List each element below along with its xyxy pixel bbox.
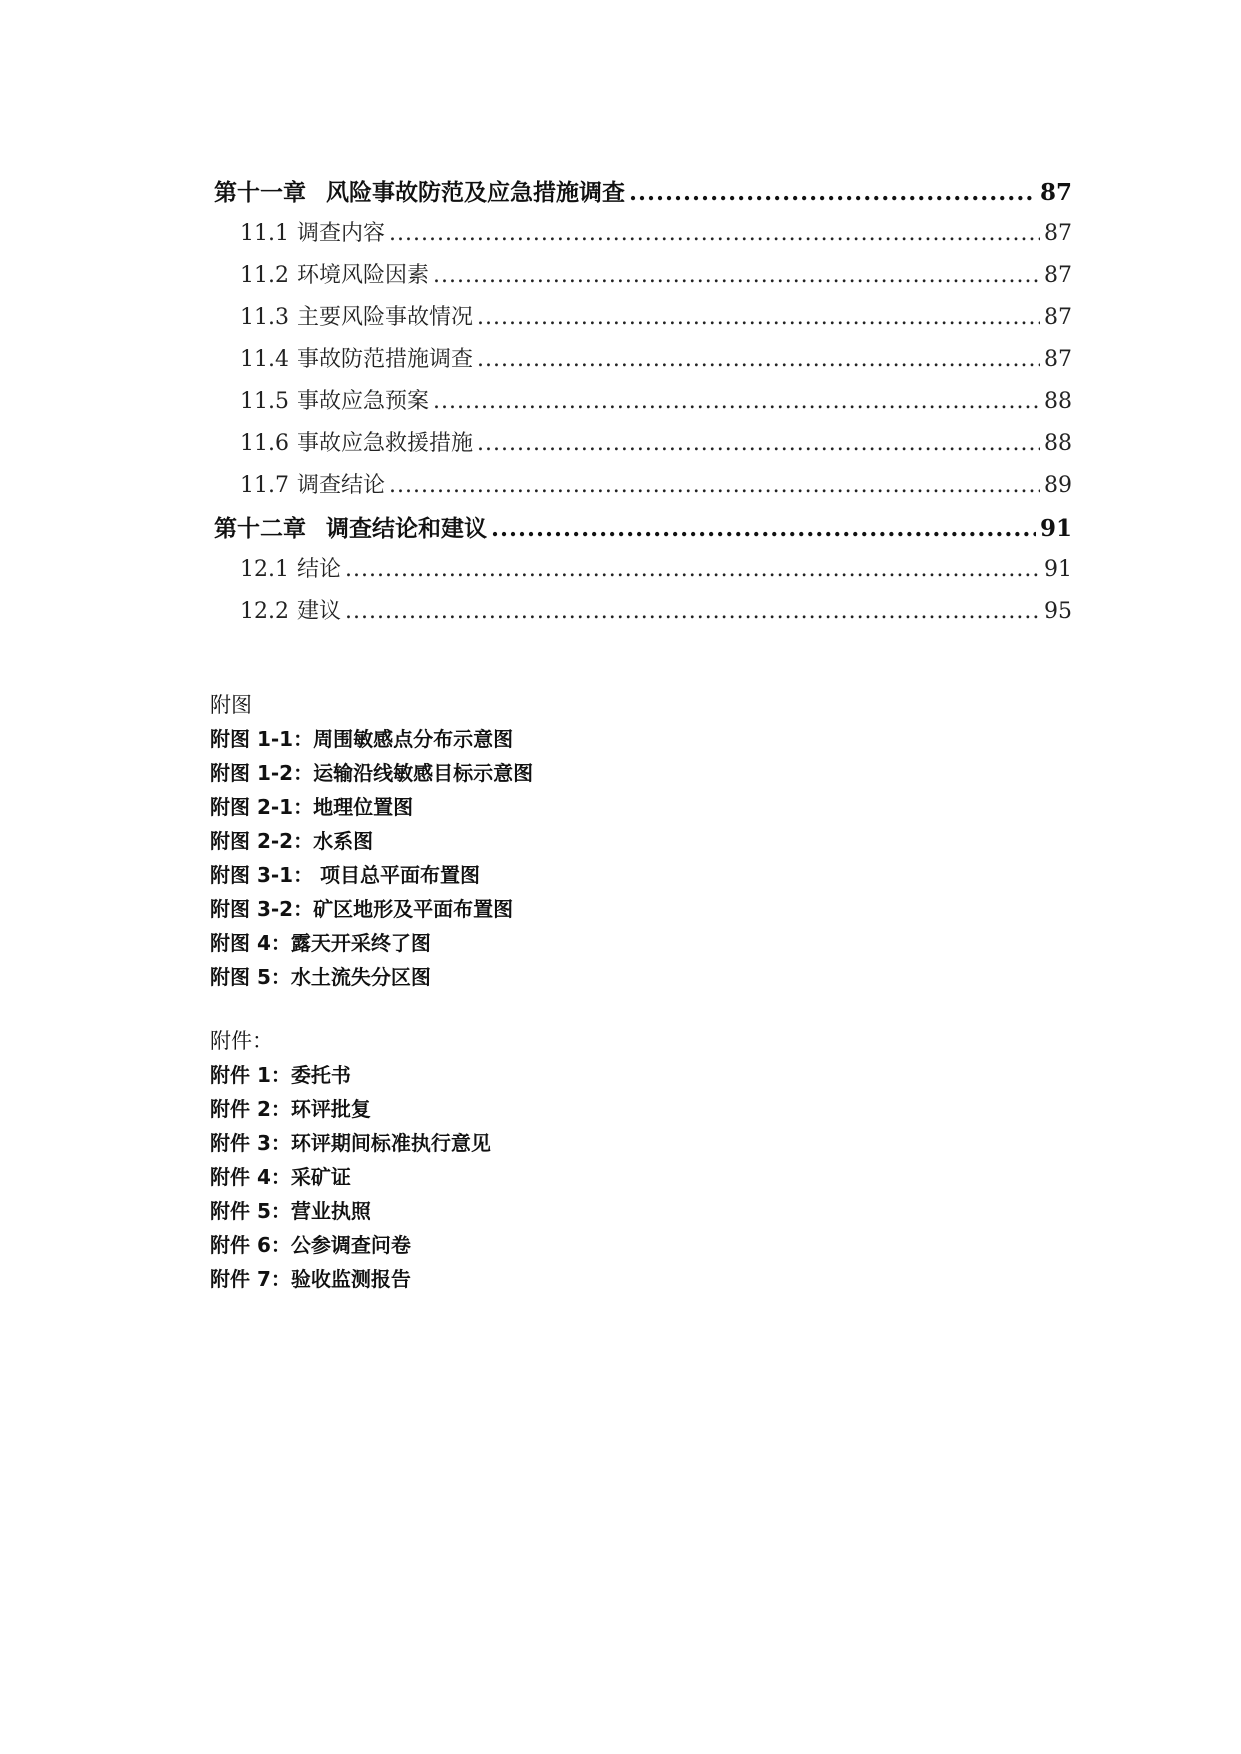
toc-entry-title — [240, 426, 473, 457]
toc-chapter-entry[interactable] — [214, 174, 1072, 216]
figure-item: 附图 3-2：矿区地形及平面布置图 — [210, 897, 514, 921]
toc-page-number: 87 — [1044, 305, 1072, 330]
toc-section-entry[interactable] — [214, 552, 1072, 594]
toc-dot-leader — [477, 305, 1040, 330]
toc-entry-title — [240, 384, 429, 415]
toc-chapter-entry[interactable] — [214, 510, 1072, 552]
toc-dot-leader — [389, 221, 1040, 246]
figure-item: 附图 2-2：水系图 — [210, 829, 374, 853]
attachment-item: 附件 7：验收监测报告 — [210, 1267, 411, 1291]
toc-entry-number: 11.6 — [240, 431, 289, 456]
figure-item: 附图 3-1： 项目总平面布置图 — [210, 863, 481, 887]
attachments-heading: 附件： — [210, 1029, 273, 1053]
toc-page-number: 87 — [1044, 347, 1072, 372]
toc-page-number: 88 — [1044, 431, 1072, 456]
toc-page-number: 87 — [1044, 221, 1072, 246]
toc-entry-number: 第十二章 — [214, 515, 306, 542]
figure-item: 附图 4：露天开采终了图 — [210, 931, 431, 955]
attachment-item: 附件 1：委托书 — [210, 1063, 351, 1087]
toc-section-entry[interactable] — [214, 594, 1072, 636]
toc-entry-number: 11.4 — [240, 347, 289, 372]
toc-dot-leader — [345, 557, 1040, 582]
toc-dot-leader — [433, 389, 1040, 414]
toc-entry-text: 事故应急救援措施 — [296, 431, 473, 456]
toc-dot-leader — [345, 599, 1040, 624]
toc-section-entry[interactable] — [214, 342, 1072, 384]
toc-entry-number: 11.7 — [240, 473, 289, 498]
toc-page-number: 88 — [1044, 389, 1072, 414]
toc-entry-number: 12.1 — [240, 557, 289, 582]
toc-entry-text: 结论 — [296, 557, 341, 582]
attachments-items — [210, 1058, 910, 1296]
toc-entry-text: 事故防范措施调查 — [296, 347, 473, 372]
toc-entry-text: 事故应急预案 — [296, 389, 429, 414]
toc-entry-number: 第十一章 — [214, 179, 306, 206]
toc-entry-number: 12.2 — [240, 599, 289, 624]
figure-item: 附图 5：水土流失分区图 — [210, 965, 431, 989]
attachment-item: 附件 3：环评期间标准执行意见 — [210, 1131, 491, 1155]
figure-item: 附图 2-1：地理位置图 — [210, 795, 414, 819]
toc-section-entry[interactable] — [214, 216, 1072, 258]
toc-entry-text: 主要风险事故情况 — [296, 305, 473, 330]
toc-entry-text: 环境风险因素 — [296, 263, 429, 288]
toc-section-entry[interactable] — [214, 258, 1072, 300]
toc-entry-text: 调查结论和建议 — [326, 515, 487, 542]
toc-section-entry[interactable] — [214, 468, 1072, 510]
figure-item: 附图 1-2：运输沿线敏感目标示意图 — [210, 761, 534, 785]
toc-entry-title — [240, 216, 385, 247]
toc-entry-number: 11.3 — [240, 305, 289, 330]
toc-page-number: 89 — [1044, 473, 1072, 498]
toc-entry-title — [240, 300, 473, 331]
toc-entry-number: 11.1 — [240, 221, 289, 246]
figure-item: 附图 1-1：周围敏感点分布示意图 — [210, 727, 514, 751]
toc-entry-title — [240, 258, 429, 289]
toc-entry-title — [240, 594, 341, 625]
toc-page-number: 91 — [1044, 557, 1072, 582]
toc-dot-leader — [389, 473, 1040, 498]
toc-entry-text: 调查内容 — [296, 221, 385, 246]
toc-entry-title — [240, 552, 341, 583]
toc-page-number: 87 — [1039, 179, 1072, 206]
figures-list — [210, 688, 910, 994]
toc-section-entry[interactable] — [214, 300, 1072, 342]
attachments-list — [210, 1024, 910, 1296]
toc-entry-title — [214, 510, 487, 543]
toc-dot-leader — [629, 179, 1036, 206]
toc-entry-text: 建议 — [296, 599, 341, 624]
toc-entry-number: 11.5 — [240, 389, 289, 414]
attachment-item: 附件 4：采矿证 — [210, 1165, 351, 1189]
toc-entry-text: 调查结论 — [296, 473, 385, 498]
attachment-item: 附件 5：营业执照 — [210, 1199, 371, 1223]
toc-dot-leader — [477, 347, 1040, 372]
figures-items — [210, 722, 910, 994]
toc-entry-title — [214, 174, 625, 207]
toc-entry-title — [240, 342, 473, 373]
toc-section-entry[interactable] — [214, 384, 1072, 426]
toc-dot-leader — [433, 263, 1040, 288]
toc-entry-number: 11.2 — [240, 263, 289, 288]
toc-page-number: 91 — [1039, 515, 1072, 542]
attachment-item: 附件 6：公参调查问卷 — [210, 1233, 411, 1257]
toc-entry-text: 风险事故防范及应急措施调查 — [326, 179, 625, 206]
toc-page-number: 87 — [1044, 263, 1072, 288]
toc-dot-leader — [491, 515, 1036, 542]
attachment-item: 附件 2：环评批复 — [210, 1097, 371, 1121]
figures-heading: 附图 — [210, 693, 252, 717]
table-of-contents — [214, 174, 1072, 636]
toc-entry-title — [240, 468, 385, 499]
toc-dot-leader — [477, 431, 1040, 456]
toc-page-number: 95 — [1044, 599, 1072, 624]
toc-section-entry[interactable] — [214, 426, 1072, 468]
